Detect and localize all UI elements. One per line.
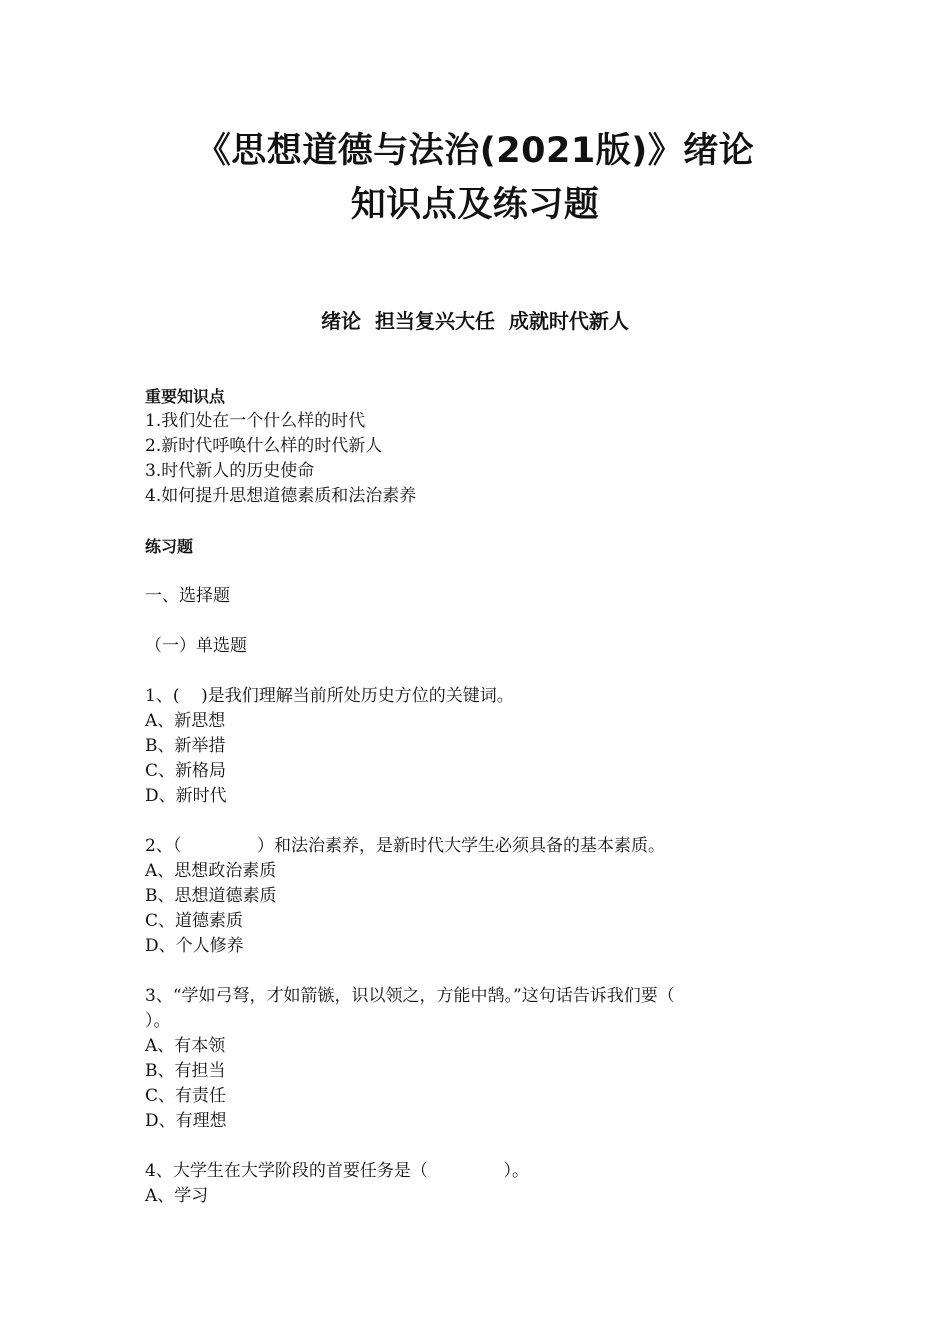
key-points-section xyxy=(145,384,785,509)
subsection-heading: （一）单选题 xyxy=(145,636,247,656)
question-1 xyxy=(145,684,785,809)
question-text: 2、（ ）和法治素养，是新时代大学生必须具备的基本素质。 xyxy=(145,836,665,856)
answer-option: A、有本领 xyxy=(145,1036,226,1056)
chapter-title: 绪论 担当复兴大任 成就时代新人 xyxy=(321,309,629,333)
section-heading: 一、选择题 xyxy=(145,586,230,606)
question-3 xyxy=(145,984,785,1134)
answer-option: B、有担当 xyxy=(145,1061,226,1081)
answer-option: D、有理想 xyxy=(145,1111,227,1131)
answer-option: A、新思想 xyxy=(145,711,226,731)
document-title-line-1: 《思想道德与法治(2021版)》绪论 xyxy=(195,131,755,171)
document-title xyxy=(0,124,950,232)
question-2 xyxy=(145,834,785,959)
key-point-item: 1.我们处在一个什么样的时代 xyxy=(145,411,366,431)
answer-option: D、个人修养 xyxy=(145,936,244,956)
answer-option: B、新举措 xyxy=(145,736,226,756)
question-text-line-2: ）。 xyxy=(145,1011,171,1031)
key-points-heading: 重要知识点 xyxy=(145,387,226,406)
key-point-item: 3.时代新人的历史使命 xyxy=(145,461,315,481)
key-point-item: 2.新时代呼唤什么样的时代新人 xyxy=(145,436,383,456)
exercises-heading: 练习题 xyxy=(145,537,194,556)
answer-option: B、思想道德素质 xyxy=(145,886,277,906)
question-text: 1、( )是我们理解当前所处历史方位的关键词。 xyxy=(145,686,514,706)
key-point-item: 4.如何提升思想道德素质和法治素养 xyxy=(145,486,417,506)
answer-option: C、新格局 xyxy=(145,761,227,781)
question-4 xyxy=(145,1159,785,1209)
answer-option: A、学习 xyxy=(145,1186,209,1206)
answer-option: C、有责任 xyxy=(145,1086,227,1106)
answer-option: C、道德素质 xyxy=(145,911,244,931)
answer-option: A、思想政治素质 xyxy=(145,861,277,881)
question-text-line-1: 3、“学如弓弩，才如箭镞，识以领之，方能中鹄。”这句话告诉我们要（ xyxy=(145,986,675,1006)
exercises-section xyxy=(145,534,785,1209)
answer-option: D、新时代 xyxy=(145,786,227,806)
question-text: 4、大学生在大学阶段的首要任务是（ ）。 xyxy=(145,1161,529,1181)
document-title-line-2: 知识点及练习题 xyxy=(350,185,600,225)
